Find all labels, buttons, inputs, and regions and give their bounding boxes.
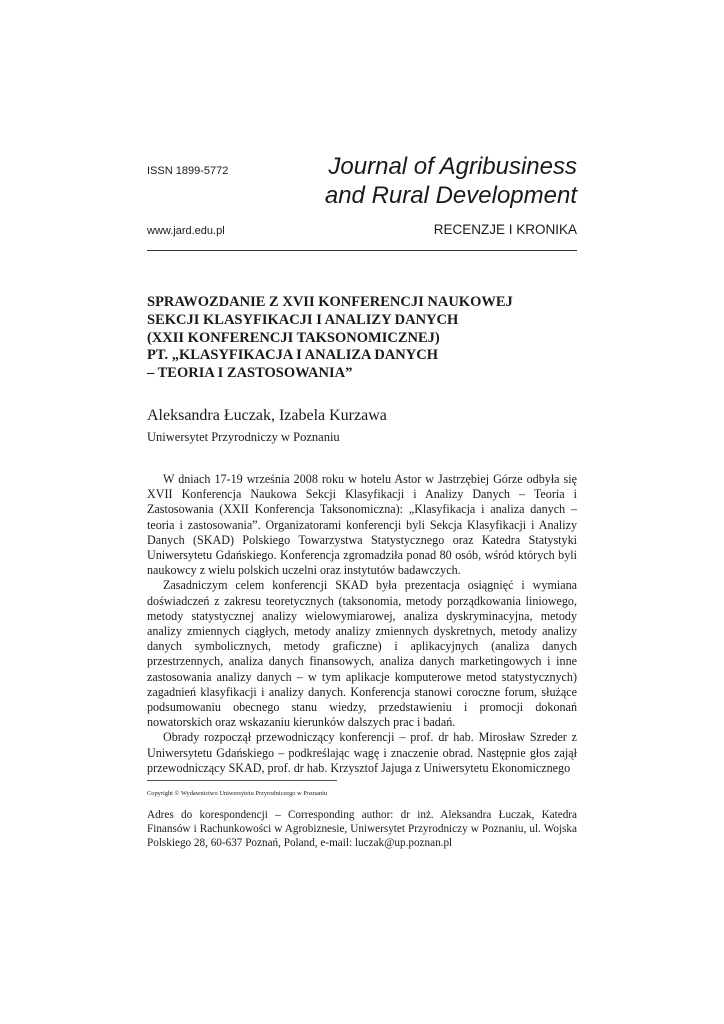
body-paragraph: Obrady rozpoczął przewodniczący konferencji – prof. dr hab. Mirosław Szreder z Uniwersytetu Gdańskiego – podkreślając wagę i znaczenie obrad. Następnie głos zajął przewodniczący SKAD, prof. dr hab. Krzysztof Jajuga z Uniwersytetu Ekonomicznego (147, 730, 577, 775)
title-line: SPRAWOZDANIE Z XVII KONFERENCJI NAUKOWEJ (147, 294, 513, 310)
issn-number: ISSN 1899-5772 (147, 165, 229, 177)
author-affiliation: Uniwersytet Przyrodniczy w Poznaniu (147, 430, 340, 444)
copyright-notice: Copyright © Wydawnictwo Uniwersytetu Przyrodniczego w Poznaniu (147, 790, 328, 797)
header-divider (147, 250, 577, 251)
correspondence-address: Adres do korespondencji – Corresponding author: dr inż. Aleksandra Łuczak, Katedra Finansów i Rachunkowości w Agrobiznesie, Uniwersytet Przyrodniczy w Poznaniu, ul. Wojska Polskiego 28, 60-637 Poznań, Poland, e-mail: luczak@up.poznan.pl (147, 809, 577, 850)
title-line: (XXII KONFERENCJI TAKSONOMICZNEJ) (147, 329, 440, 346)
journal-title-line-2: and Rural Development (324, 182, 577, 209)
journal-website: www.jard.edu.pl (147, 225, 225, 237)
article-body (147, 472, 577, 776)
article-title (147, 294, 577, 383)
body-paragraph: W dniach 17-19 września 2008 roku w hotelu Astor w Jastrzębiej Górze odbyła się XVII Konferencja Naukowa Sekcji Klasyfikacji i Analizy Danych – Teoria i Zastosowania (XXII Konferencja Taksonomiczna): „Klasyfikacja i analiza danych – teoria i zastosowania”. Organizatorami konferencji byli Sekcja Klasyfikacji i Analizy Danych (SKAD) Polskiego Towarzystwa Statystycznego oraz Katedra Statystyki Uniwersytetu Gdańskiego. Konferencja zgromadziła ponad 80 osób, wśród których byli naukowcy z wielu polskich uczelni oraz instytutów badawczych. (147, 472, 577, 578)
journal-title (325, 152, 577, 210)
title-line: SEKCJI KLASYFIKACJI I ANALIZY DANYCH (147, 311, 459, 328)
journal-title-line-1: Journal of Agribusiness (328, 153, 577, 180)
title-line: – TEORIA I ZASTOSOWANIA” (147, 365, 353, 382)
article-authors: Aleksandra Łuczak, Izabela Kurzawa (147, 407, 387, 424)
body-paragraph: Zasadniczym celem konferencji SKAD była prezentacja osiągnięć i wymiana doświadczeń z zakresu teoretycznych (taksonomia, metody porządkowania liniowego, metody statystycznej analizy wielowymiarowej, analiza dyskryminacyjna, metody analizy zmiennych ciągłych, metody analizy zmiennych dyskretnych, metody analizy danych symbolicznych, metody graficzne) i aplikacyjnych (analiza danych przestrzennych, analiza danych finansowych, analiza danych marketingowych i inne zastosowania analizy danych – w tym aplikacje komputerowe metod statystycznych) zagadnień klasyfikacji i analizy danych. Konferencja stanowi coroczne forum, służące podsumowaniu obecnego stanu wiedzy, przedstawieniu i promocji dokonań nowatorskich oraz wskazaniu kierunków dalszych prac i badań. (147, 578, 577, 730)
footnote-divider (147, 780, 337, 781)
section-name: RECENZJE I KRONIKA (433, 222, 577, 237)
title-line: PT. „KLASYFIKACJA I ANALIZA DANYCH (147, 347, 438, 364)
